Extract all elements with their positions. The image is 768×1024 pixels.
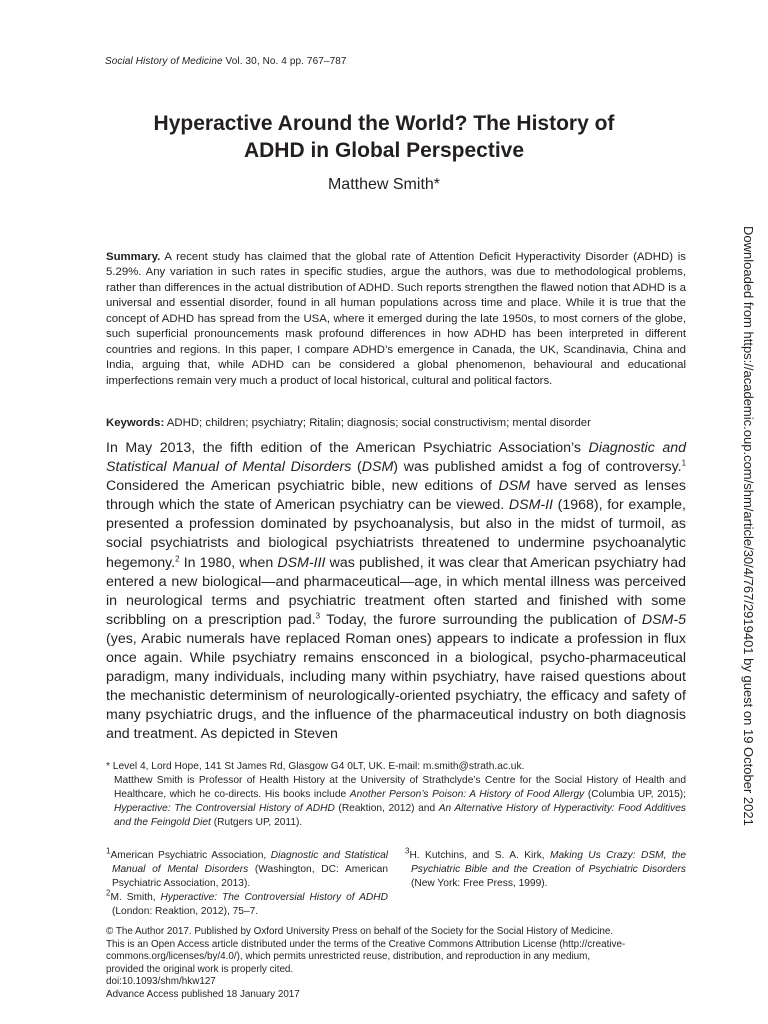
body-italic: DSM-II [508, 497, 553, 514]
footnote-ref-2[interactable]: 2 [175, 553, 180, 563]
footnotes-left-column [106, 846, 388, 919]
volume-info: Vol. 30, No. 4 pp. 767–787 [222, 56, 347, 67]
keywords-label: Keywords: [106, 417, 165, 429]
body-text: (yes, Arabic numerals have replaced Roman ones) appears to indicate a profession in flux once again. While psychiatry remains ensconced in a biological, psycho-pharmaceutical paradigm, many individuals, including many within psychiatry, have raised questions about the mechanistic determinism of neurologically-oriented psychiatry, the efficacy and safety of many psychiatric drugs, and the influence of the pharmaceutical industry on both diagnosis and treatment. As depicted in Steven [106, 630, 686, 743]
doi[interactable]: doi:10.1093/shm/hkw127 [106, 976, 216, 988]
body-text: ) was published amidst a fog of controversy. [393, 459, 682, 476]
body-text: have served as lenses through which the state of American psychiatry can be viewed. [106, 478, 686, 514]
title-line-2: ADHD in Global Perspective [243, 139, 525, 162]
body-text: In 1980, when [179, 554, 278, 571]
bio-italic: An Alternative History of Hyperactivity: Food Additives and the Feingold Diet [114, 803, 686, 828]
download-watermark [738, 226, 756, 846]
advance-access: Advance Access published 18 January 2017 [106, 988, 300, 1000]
author-footnote [106, 760, 686, 830]
title-line-1: Hyperactive Around the World? The History of [153, 112, 615, 135]
license-block [106, 926, 686, 1002]
footnote-text: American Psychiatric Association, [110, 850, 271, 861]
journal-name: Social History of Medicine [105, 56, 223, 67]
author-bio [106, 774, 686, 830]
footnote-text: H. Kutchins, and S. A. Kirk, [409, 850, 551, 861]
license-line: commons.org/licenses/by/4.0/), which permits unrestricted reuse, distribution, and reproduction in any medium, [106, 951, 591, 963]
license-line: This is an Open Access article distributed under the terms of the Creative Commons Attribution License (http://creative- [106, 938, 626, 950]
bio-text: (Reaktion, 2012) and [334, 803, 439, 814]
footnote-2 [106, 888, 388, 919]
body-paragraph [106, 439, 686, 745]
footnote-text: (London: Reaktion, 2012), 75–7. [112, 906, 259, 917]
body-italic: DSM [498, 478, 530, 495]
footnote-1 [106, 846, 388, 891]
bio-italic: Another Person’s Poison: A History of Food Allergy [349, 789, 585, 800]
footnote-number: 3 [405, 846, 410, 856]
running-head [105, 56, 347, 67]
abstract [106, 250, 686, 389]
body-text: (1968), for example, presented a profession dominated by psychoanalysis, but also in the midst of turmoil, as social psychiatrists and biological psychiatrists threatened to undermine psychoanalytic hegemony. [106, 497, 686, 571]
footnote-ref-1[interactable]: 1 [681, 458, 687, 468]
footnote-3 [405, 846, 686, 891]
footnote-number: 1 [106, 846, 111, 856]
footnote-italic: Diagnostic and Statistical Manual of Mental Disorders [112, 850, 388, 875]
bio-text: (Rutgers UP, 2011). [210, 817, 303, 828]
body-text: was published, it was clear that American psychiatry had entered a new biological—and pharmaceutical—age, in which mental illness was perceived in neurological terms and psychiatric treatment often started and finished with some scribbling on a prescription pad. [106, 554, 686, 628]
download-watermark-text: Downloaded from https://academic.oup.com/shm/article/30/4/767/2919401 by guest on 19 October 2021 [741, 226, 756, 826]
body-text: ( [351, 459, 362, 476]
abstract-label: Summary. [106, 251, 161, 263]
body-italic: Diagnostic and Statistical Manual of Mental Disorders [106, 440, 687, 476]
author-address: * Level 4, Lord Hope, 141 St James Rd, Glasgow G4 0LT, UK. E-mail: m.smith@strath.ac.uk. [106, 761, 525, 772]
footnote-italic: Making Us Crazy: DSM, the Psychiatric Bible and the Creation of Psychiatric Disorders [411, 850, 686, 875]
copyright-line: © The Author 2017. Published by Oxford University Press on behalf of the Society for the Social History of Medicine. [106, 926, 614, 937]
body-italic: DSM-5 [641, 611, 686, 628]
body-text: Considered the American psychiatric bible, new editions of [106, 478, 499, 495]
body-italic: DSM-III [277, 554, 326, 571]
footnote-italic: Hyperactive: The Controversial History of ADHD [160, 892, 388, 903]
bio-italic: Hyperactive: The Controversial History of ADHD [114, 803, 335, 814]
bio-text: (Columbia UP, 2015); [584, 789, 686, 800]
footnote-number: 2 [106, 888, 111, 898]
footnote-text: (New York: Free Press, 1999). [411, 878, 548, 889]
keywords [106, 416, 686, 431]
body-text: In May 2013, the fifth edition of the American Psychiatric Association’s [106, 440, 589, 456]
author-name: Matthew Smith* [327, 176, 441, 193]
article-title [80, 110, 688, 164]
abstract-text: A recent study has claimed that the global rate of Attention Deficit Hyperactivity Disorder (ADHD) is 5.29%. Any variation in such rates in specific studies, argue the authors, was due to methodological problems, rather than differences in the actual distribution of ADHD. Such reports strengthen the flawed notion that ADHD is a universal and essential disorder, found in all human populations across time and place. While it is true that the concept of ADHD has spread from the USA, where it emerged during the late 1950s, to most corners of the globe, such superficial pronouncements mask profound differences in how ADHD has been interpreted in different countries and regions. In this paper, I compare ADHD’s emergence in Canada, the UK, Scandinavia, China and India, arguing that, while ADHD can be considered a global phenomenon, behavioural and educational imperfections remain very much a product of local historical, cultural and political factors. [106, 251, 686, 387]
body-italic: DSM [361, 459, 394, 476]
footnotes-right-column [405, 846, 686, 891]
keywords-text: ADHD; children; psychiatry; Ritalin; diagnosis; social constructivism; mental disorder [164, 417, 591, 429]
body-text: Today, the furore surrounding the publication of [320, 611, 642, 628]
bio-text: Matthew Smith is Professor of Health History at the University of Strathclyde’s Centre for the Social History of Health and Healthcare, which he co-directs. His books include [114, 775, 686, 800]
footnote-text: (Washington, DC: American Psychiatric Association, 2013). [112, 864, 388, 889]
footnote-ref-3[interactable]: 3 [315, 611, 321, 621]
license-line: provided the original work is properly cited. [106, 963, 294, 975]
footnote-text: M. Smith, [110, 892, 161, 903]
